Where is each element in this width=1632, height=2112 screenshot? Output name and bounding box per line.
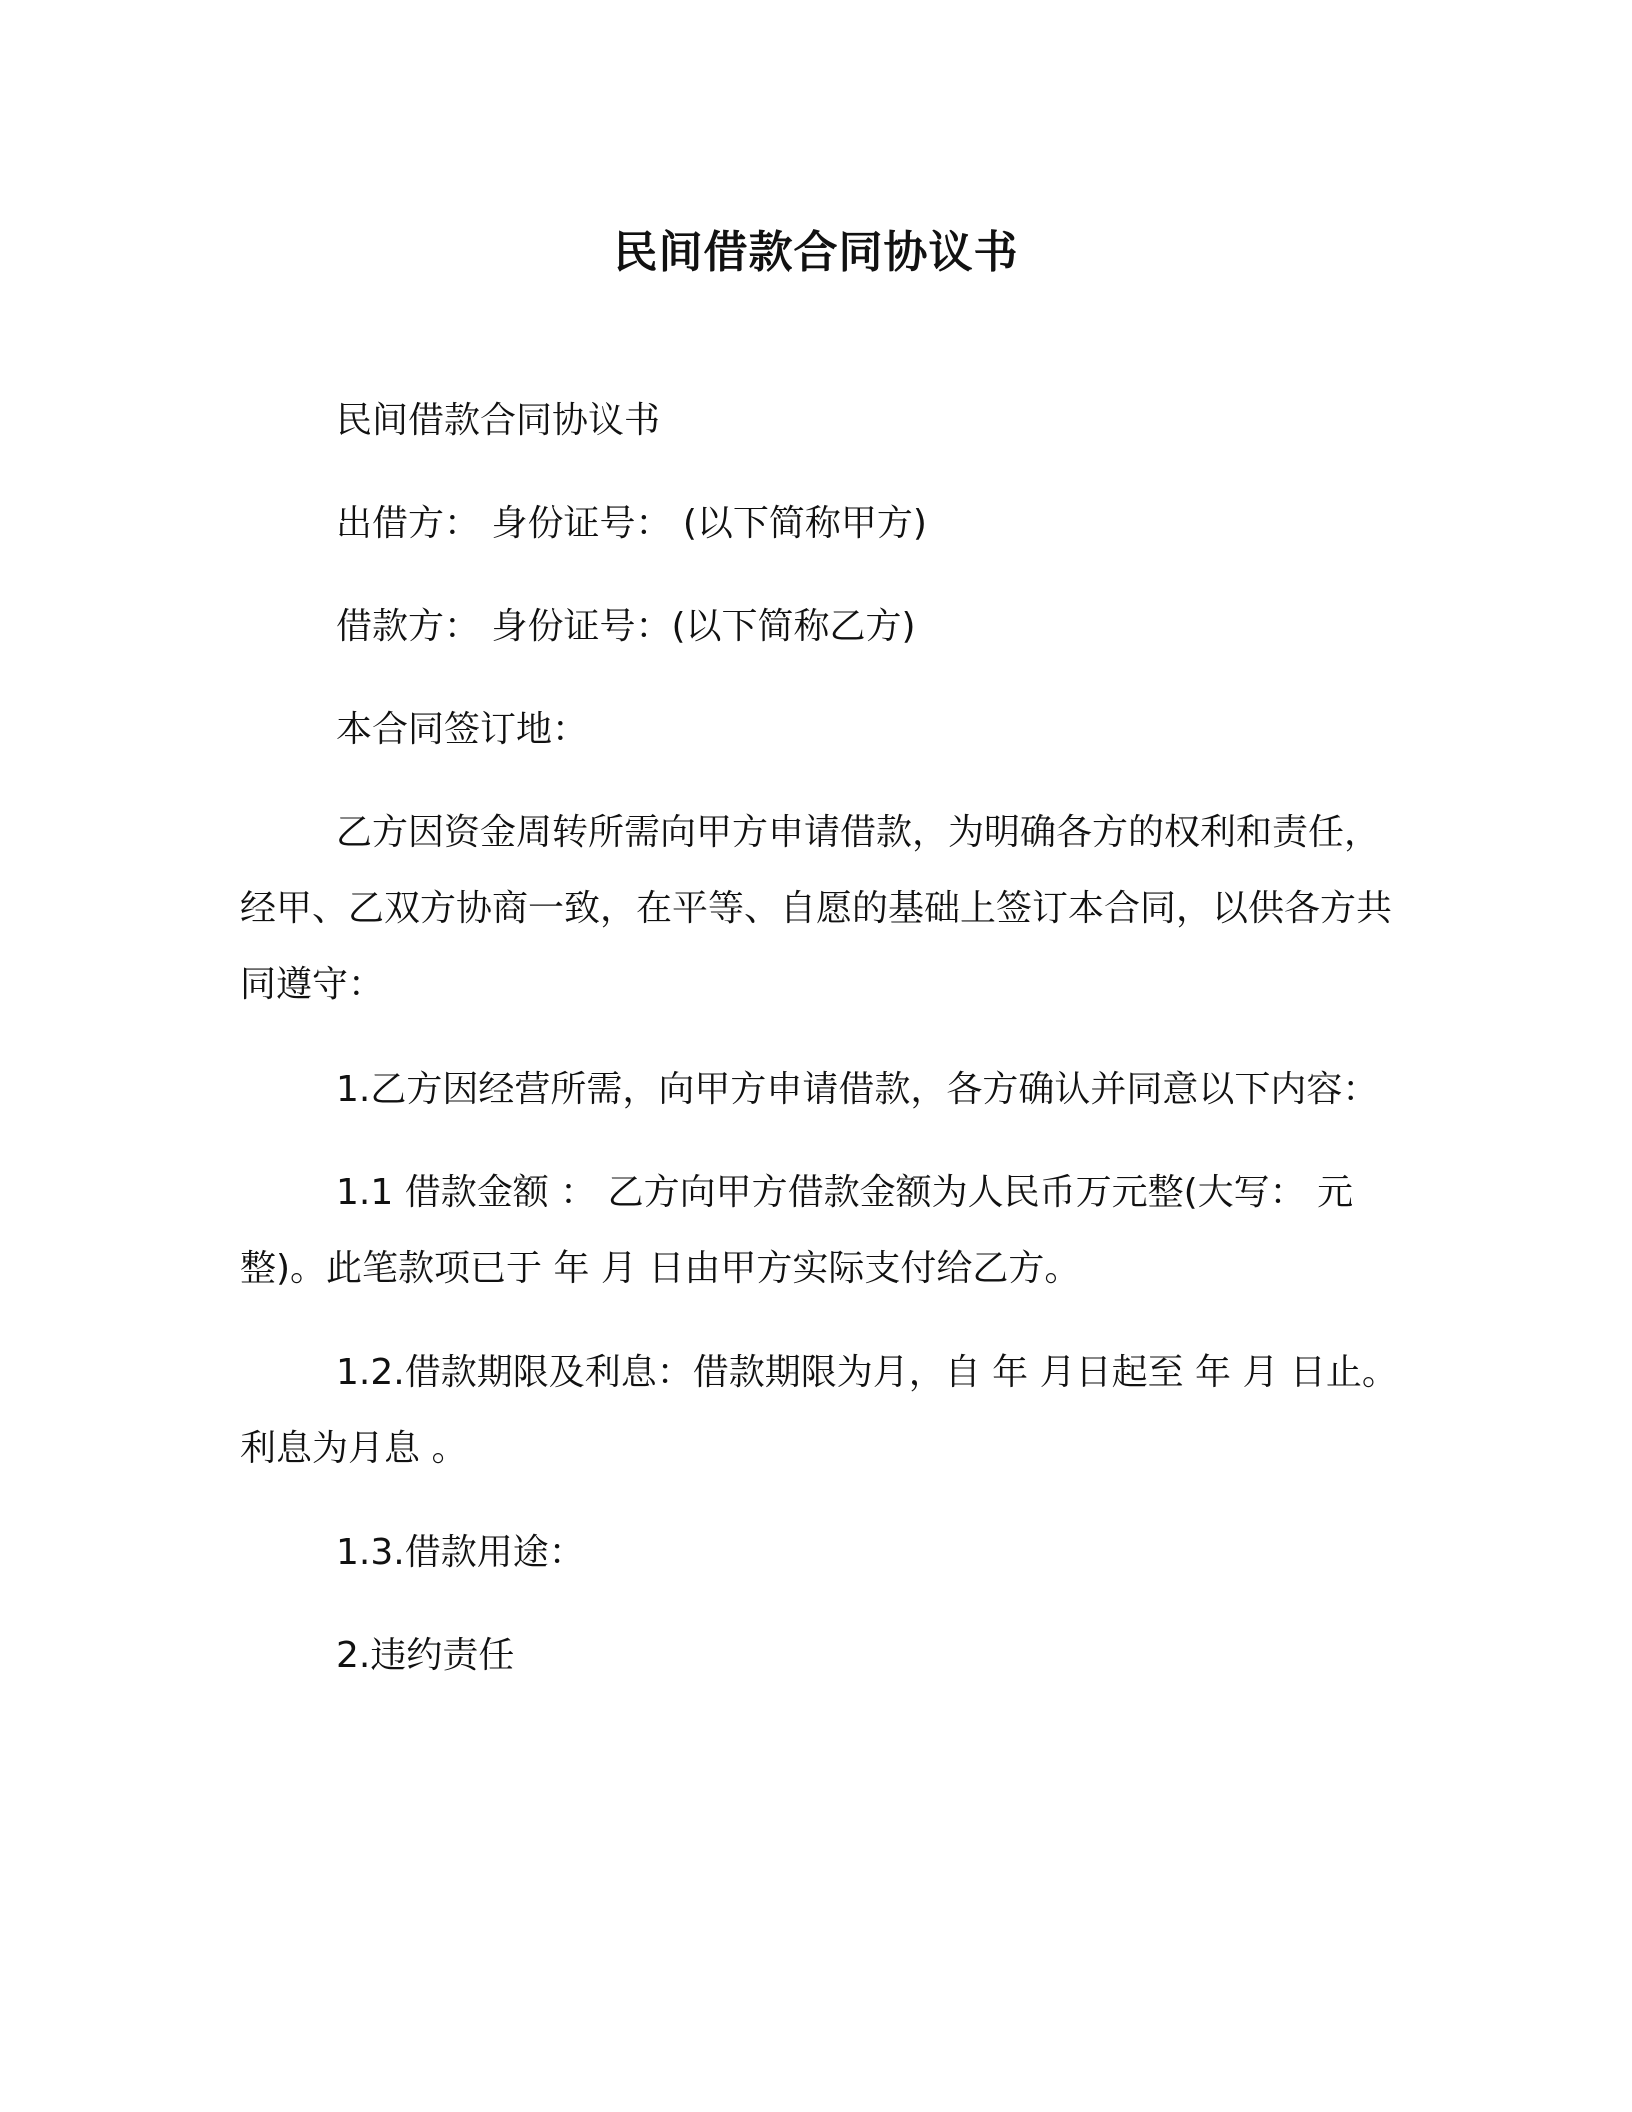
paragraph-clause-1-3: 1.3.借款用途： (336, 1532, 585, 1573)
paragraph-clause-1-1: 1.1 借款金额 ： 乙方向甲方借款金额为人民币万元整(大写： 元整)。此笔款项已于 年 月 日由甲方实际支付给乙方。 (240, 1172, 1354, 1289)
paragraph-signing-place: 本合同签订地： (336, 709, 589, 750)
paragraph-clause-2: 2.违约责任 (336, 1635, 515, 1676)
paragraph-clause-1: 1.乙方因经营所需，向甲方申请借款，各方确认并同意以下内容： (336, 1069, 1379, 1110)
paragraph-subtitle: 民间借款合同协议书 (336, 400, 661, 441)
paragraph-borrower: 借款方： 身份证号：(以下简称乙方) (336, 606, 916, 647)
paragraph-lender: 出借方： 身份证号： (以下简称甲方) (336, 503, 927, 544)
document-title: 民间借款合同协议书 (613, 227, 1019, 278)
paragraph-clause-1-2: 1.2.借款期限及利息：借款期限为月，自 年 月日起至 年 月 日止。利息为月息 。 (240, 1352, 1398, 1469)
paragraph-preamble: 乙方因资金周转所需向甲方申请借款，为明确各方的权利和责任，经甲、乙双方协商一致，在平等、自愿的基础上签订本合同，以供各方共同遵守： (240, 812, 1393, 1005)
